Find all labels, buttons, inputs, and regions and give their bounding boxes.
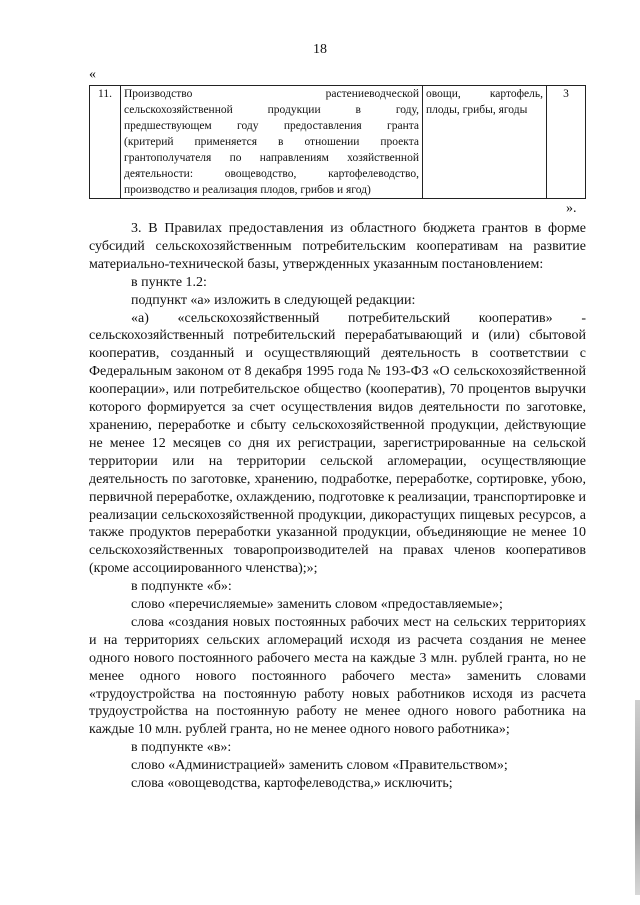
score-cell: 3 <box>547 86 586 199</box>
table-row <box>90 86 586 199</box>
paragraph-word-replace-3: слово «Администрацией» заменить словом «Правительством»; <box>131 758 508 774</box>
criterion-line: (критерий применяется в отношении проекта <box>124 136 419 148</box>
paragraph-definition: «а) «сельскохозяйственный потребительский кооператив» - сельскохозяйственный потребительский перерабатывающий и (или) сбытовой кооператив, созданный и осуществляющий деятельность в соответствии с Федеральным законом от 8 декабря 1995 года № 193-ФЗ «О сельскохозяйственной кооперации», или потребительское общество (кооператив), 70 процентов выручки которого формируется за счет осуществления видов деятельности по заготовке, хранению, переработке и сбыту сельскохозяйственной продукции, действующие не менее 12 месяцев со дня их регистрации, зарегистрированные на сельской территории или на территории сельской агломерации, осуществляющие деятельность по заготовке, хранению, подработке, переработке, сортировке, убою, первичной переработке, охлаждению, подготовке к реализации, транспортировке и реализации сельскохозяйственной продукции, дикорастущих пищевых ресурсов, а также продуктов переработки указанной продукции, объединяющие не менее 10 сельскохозяйственных товаропроизводителей на правах членов кооперативов (кроме ассоциированного членства);»; <box>89 310 586 577</box>
paragraph-words-exclude: слова «овощеводства, картофелеводства,» исключить; <box>131 776 453 792</box>
product-list: овощи, картофель, плоды, грибы, ягоды <box>423 86 547 199</box>
page-number: 18 <box>313 42 327 57</box>
paragraph-word-replace-1: слово «перечисляемые» заменить словом «предоставляемые»; <box>131 597 503 613</box>
criterion-line: грантополучателя по направлениям хозяйственной <box>124 152 419 164</box>
criterion-line: деятельности: овощеводство, картофелеводство, <box>124 168 419 180</box>
criterion-line: предшествующем году предоставления гранта <box>124 120 419 132</box>
paragraph-words-replace-2: слова «создания новых постоянных рабочих мест на сельских территориях и на территориях сельских агломераций исходя из расчета создания не менее одного нового постоянного рабочего места на каждые 3 млн. рублей гранта, но не менее одного нового постоянного рабочего места» заменить словами «трудоустройства на постоянную работу новых работников исходя из расчета трудоустройства на постоянную работу не менее одного нового работника на каждые 10 млн. рублей гранта, но не менее одного нового работника»; <box>89 614 586 738</box>
criterion-line: Производство растениеводческой <box>124 88 419 100</box>
closing-quote: ». <box>566 201 577 216</box>
paragraph-subpoint-a: подпункт «а» изложить в следующей редакции: <box>131 292 416 308</box>
document-body <box>89 220 586 793</box>
paragraph-point-1-2: в пункте 1.2: <box>131 274 207 290</box>
row-number: 11. <box>90 86 121 199</box>
scan-edge-shadow <box>635 700 640 895</box>
criterion-line: сельскохозяйственной продукции в году, <box>124 104 419 116</box>
paragraph-subpoint-b: в подпункте «б»: <box>131 579 232 595</box>
criteria-table <box>89 85 586 199</box>
opening-quote: « <box>89 67 96 82</box>
criterion-text <box>121 86 423 199</box>
paragraph-3: 3. В Правилах предоставления из областного бюджета грантов в форме субсидий сельскохозяйственным потребительским кооперативам на развитие материально-технической базы, утвержденных указанным постановлением: <box>89 221 586 272</box>
criterion-line: производство и реализация плодов, грибов и ягод) <box>124 184 371 196</box>
paragraph-subpoint-v: в подпункте «в»: <box>131 740 232 756</box>
